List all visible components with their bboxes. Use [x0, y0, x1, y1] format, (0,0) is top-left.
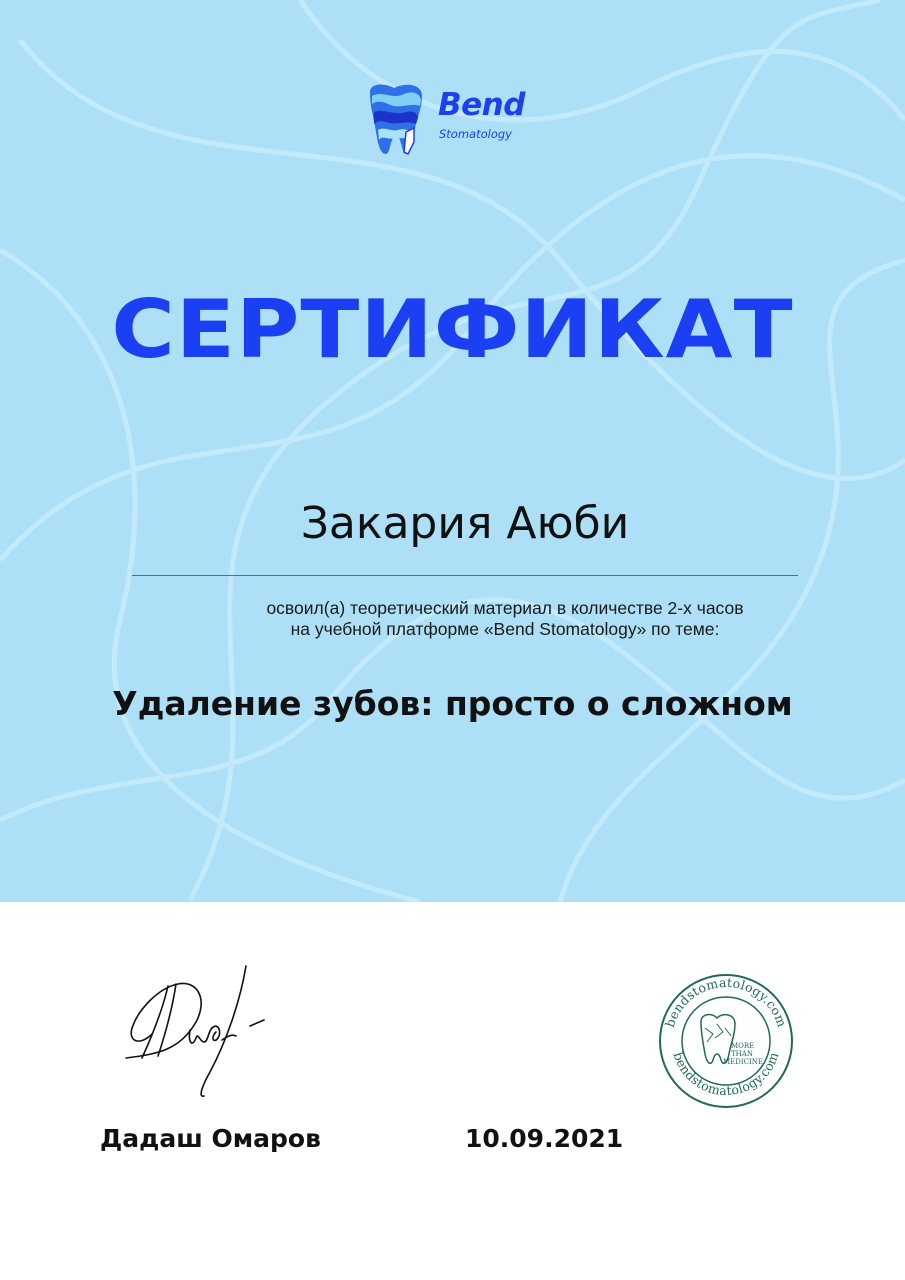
logo-subtitle: Stomatology	[439, 127, 512, 141]
signer-name: Дадаш Омаров	[100, 1124, 321, 1153]
stamp-text-than: THAN	[731, 1050, 753, 1058]
svg-text:bendstomatology.com	[662, 975, 790, 1029]
handwritten-signature	[118, 962, 278, 1102]
stamp-text-medicine: MEDICINE	[723, 1058, 764, 1066]
certificate-title: СЕРТИФИКАТ	[111, 283, 794, 376]
certificate-description	[120, 598, 890, 640]
tooth-logo-icon	[364, 82, 428, 156]
stamp-tooth-icon	[701, 1015, 735, 1064]
logo-brand-name: Bend	[438, 87, 525, 123]
stamp-text-more: MORE	[731, 1042, 755, 1050]
stamp-ring-text-top: bendstomatology.com	[661, 974, 791, 1030]
name-underline	[132, 575, 798, 576]
issue-date: 10.09.2021	[465, 1124, 624, 1153]
description-line-1: освоил(а) теоретический материал в количестве 2-х часов	[266, 598, 744, 618]
course-topic: Удаление зубов: просто о сложном	[112, 684, 793, 723]
description-line-2: на учебной платформе «Bend Stomatology» по теме:	[290, 619, 720, 639]
stamp-ring-text-bottom: bendstomatology.com	[670, 1049, 782, 1099]
recipient-name: Закария Аюби	[300, 498, 630, 549]
circular-stamp-icon	[657, 972, 795, 1110]
brand-logo	[364, 82, 544, 156]
